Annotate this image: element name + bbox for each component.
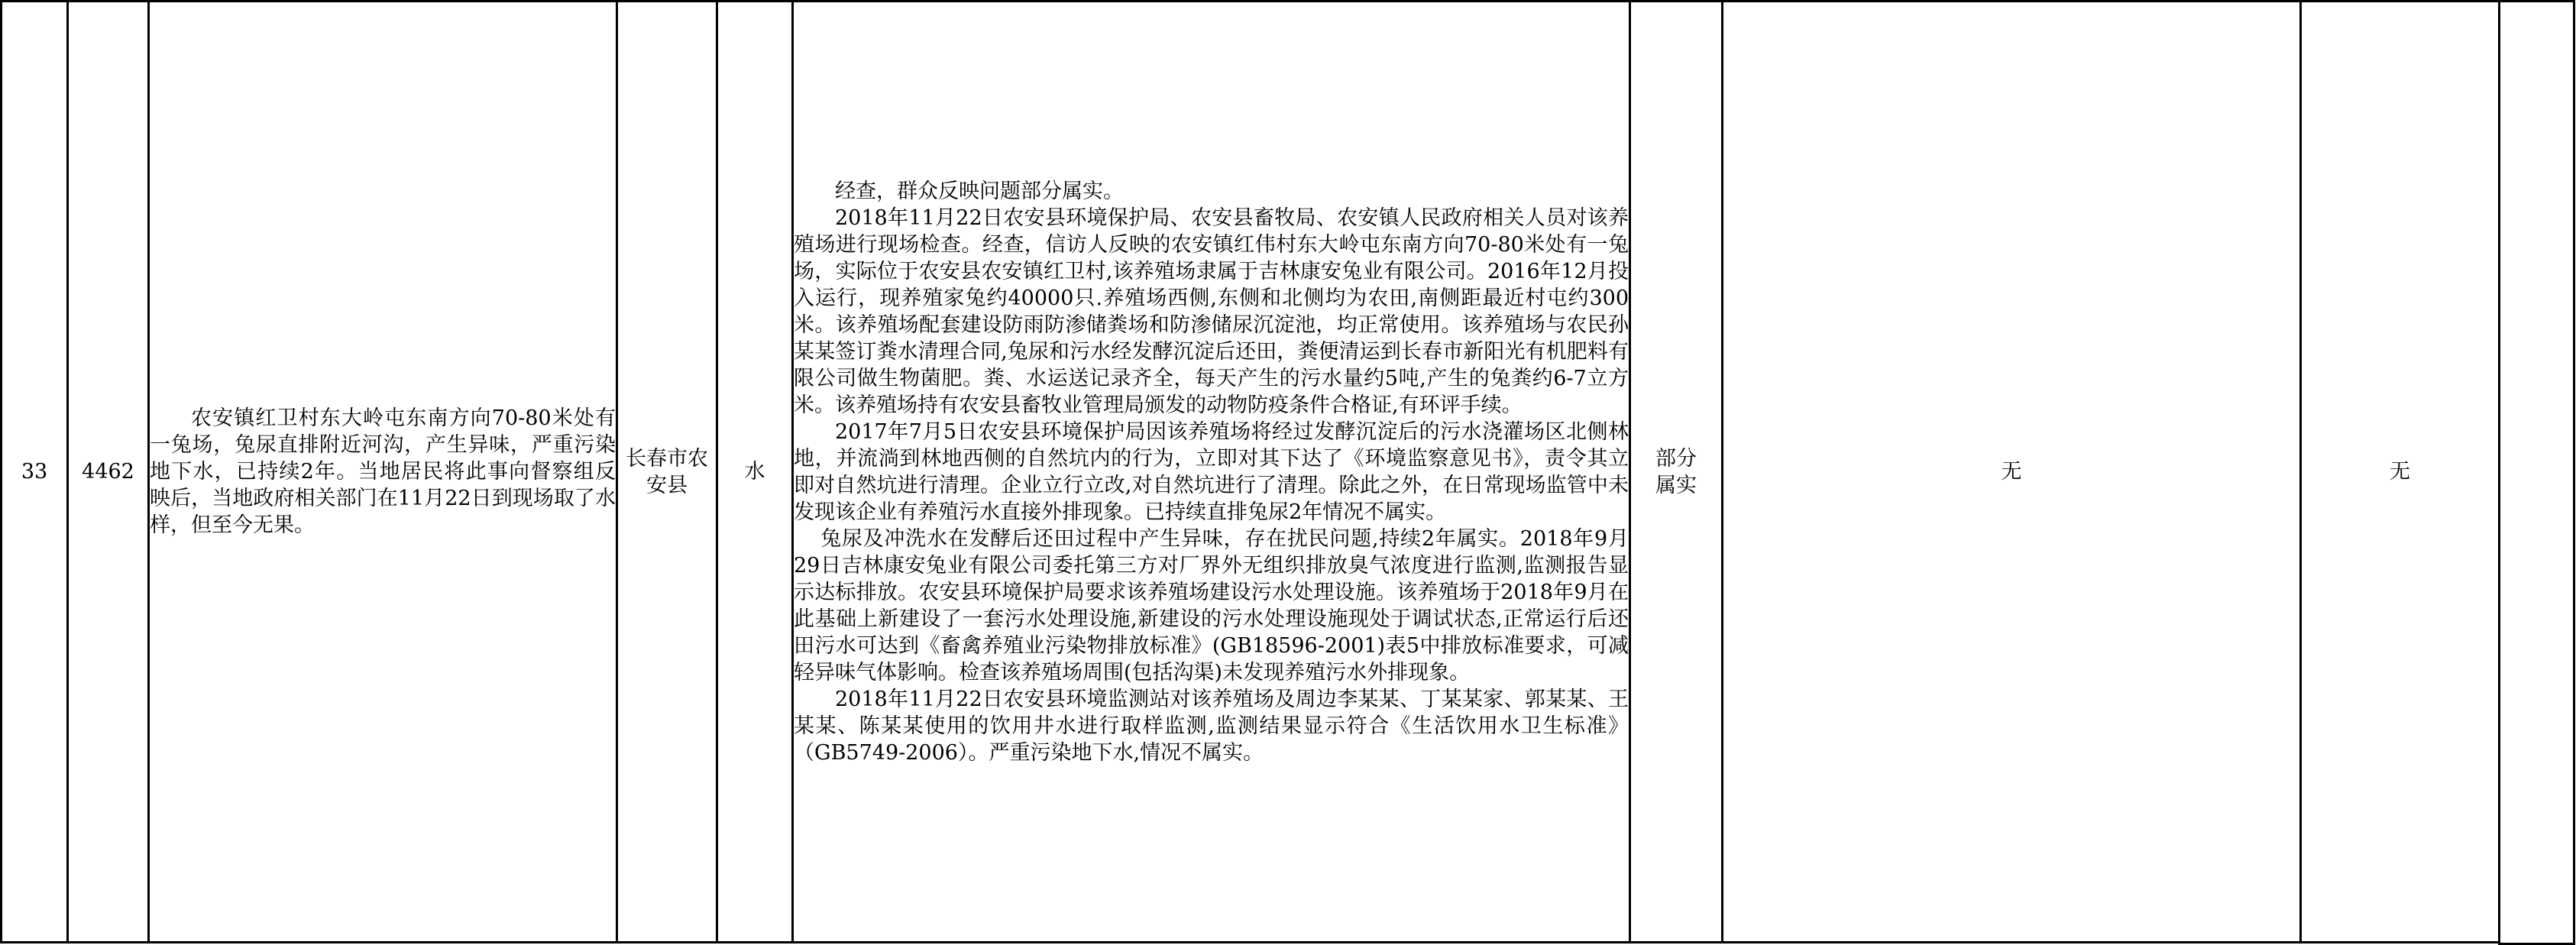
complaint-cell <box>149 2 617 943</box>
findings-paragraph: 2017年7月5日农安县环境保护局因该养殖场将经过发酵沉淀后的污水浇灌场区北侧林地，并流淌到林地西侧的自然坑内的行为，立即对其下达了《环境监察意见书》，责令其立即对自然坑进行清理。企业立行立改,对自然坑进行了清理。除此之外，在日常现场监管中未发现该企业有养殖污水直接外排现象。已持续直排兔尿2年情况不属实。 <box>794 419 1629 524</box>
verdict-text: 部分属实 <box>1655 446 1697 497</box>
findings-cell <box>793 2 1630 943</box>
district-cell: 长春市农安县 <box>617 2 717 943</box>
complaint-text: 农安镇红卫村东大岭屯东南方向70-80米处有一兔场，兔尿直排附近河沟，产生异味，严重污染地下水，已持续2年。当地居民将此事向督察组反映后，当地政府相关部门在11月22日到现场取了水样，但至今无果。 <box>150 406 616 537</box>
case-number-cell: 4462 <box>68 2 149 943</box>
findings-paragraph: 2018年11月22日农安县环境监测站对该养殖场及周边李某某、丁某某家、郭某某、王某某、陈某某使用的饮用井水进行取样监测,监测结果显示符合《生活饮用水卫生标准》（GB5749-2006）。严重污染地下水,情况不属实。 <box>794 687 1629 765</box>
verdict-cell <box>1630 2 1723 943</box>
column-b-cell: 无 <box>2301 2 2500 943</box>
findings-paragraph: 经查，群众反映问题部分属实。 <box>835 179 1124 203</box>
category-cell: 水 <box>717 2 793 943</box>
trailing-empty-column <box>2498 0 2575 945</box>
table-row <box>2 2 2500 943</box>
column-a-cell: 无 <box>1723 2 2301 943</box>
row-index-cell: 33 <box>2 2 68 943</box>
findings-paragraph: 兔尿及冲洗水在发酵后还田过程中产生异味，存在扰民问题,持续2年属实。2018年9月29日吉林康安兔业有限公司委托第三方对厂界外无组织排放臭气浓度进行监测,监测报告显示达标排放。农安县环境保护局要求该养殖场建设污水处理设施。该养殖场于2018年9月在此基础上新建设了一套污水处理设施,新建设的污水处理设施现处于调试状态,正常运行后还田污水可达到《畜禽养殖业污染物排放标准》(GB18596-2001)表5中排放标准要求，可减轻异味气体影响。检查该养殖场周围(包括沟渠)未发现养殖污水外排现象。 <box>794 526 1629 684</box>
findings-paragraph: 2018年11月22日农安县环境保护局、农安县畜牧局、农安镇人民政府相关人员对该养殖场进行现场检查。经查，信访人反映的农安镇红伟村东大岭屯东南方向70-80米处有一兔场，实际位于农安县农安镇红卫村,该养殖场隶属于吉林康安兔业有限公司。2016年12月投入运行，现养殖家兔约40000只.养殖场西侧,东侧和北侧均为农田,南侧距最近村屯约300米。该养殖场配套建设防雨防渗储粪场和防渗储尿沉淀池，均正常使用。该养殖场与农民孙某某签订粪水清理合同,兔尿和污水经发酵沉淀后还田，粪便清运到长春市新阳光有机肥料有限公司做生物菌肥。粪、水运送记录齐全，每天产生的污水量约5吨,产生的兔粪约6-7立方米。该养殖场持有农安县畜牧业管理局颁发的动物防疫条件合格证,有环评手续。 <box>794 206 1629 417</box>
